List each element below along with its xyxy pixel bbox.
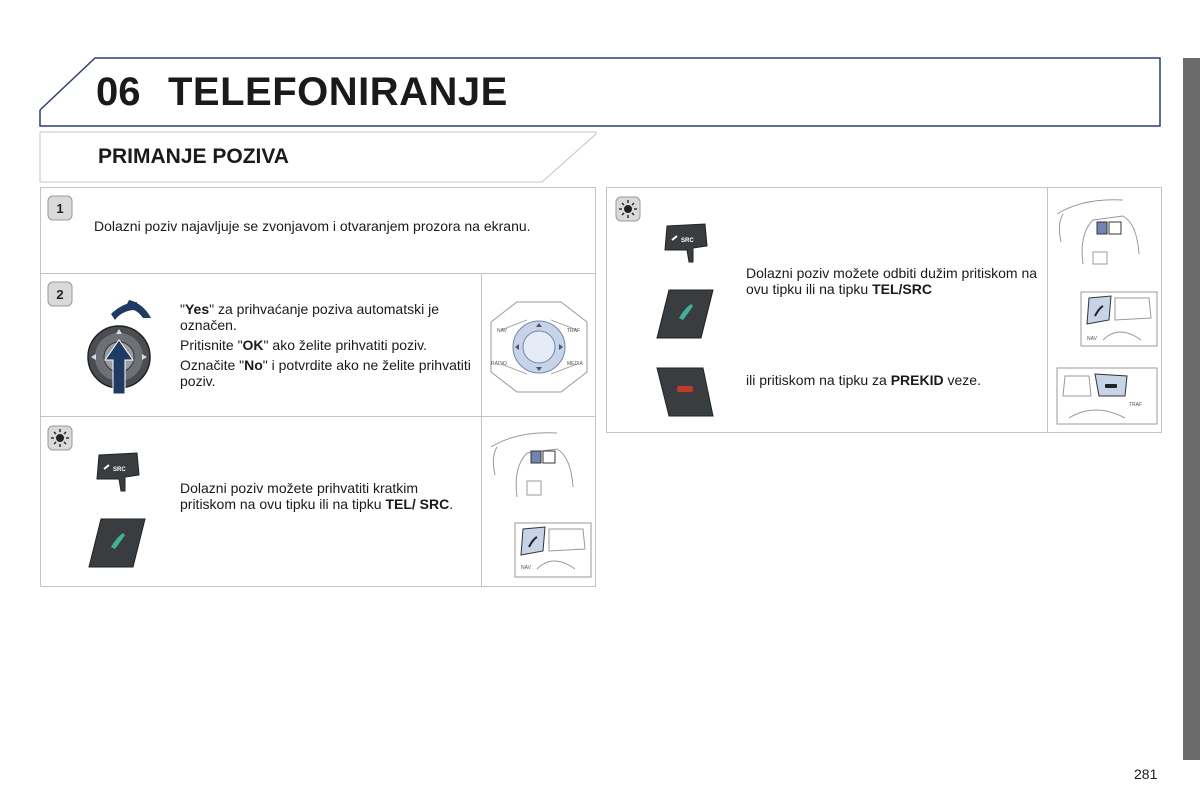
section-title: PRIMANJE POZIVA xyxy=(98,145,289,168)
tip-accept-panel xyxy=(40,416,596,587)
tel-src-button-icon xyxy=(95,451,141,493)
tel-button-closeup-illustration xyxy=(1079,288,1159,350)
page-number: 281 xyxy=(1134,766,1158,782)
panel-divider xyxy=(1047,188,1048,432)
src-label: SRC xyxy=(113,467,126,473)
step-2-badge xyxy=(47,281,73,307)
rotary-knob-illustration xyxy=(81,292,156,397)
tel-src-label: TEL/ SRC xyxy=(385,496,450,512)
radio-label: RADIO xyxy=(491,361,507,367)
tel-src-label: TEL/SRC xyxy=(872,281,932,297)
ok-label: OK xyxy=(242,337,264,353)
tip-hangup-text: ili pritiskom na tipku za PREKID veze. xyxy=(746,372,981,388)
step-1-panel xyxy=(40,187,596,274)
nav-label: NAV xyxy=(497,328,507,334)
chapter-title: TELEFONIRANJE xyxy=(168,70,508,114)
handset-red-icon xyxy=(677,386,693,392)
end-call-button-closeup-illustration xyxy=(1055,366,1159,426)
step-1-badge xyxy=(47,195,73,221)
step-2-panel xyxy=(40,273,596,417)
tip-reject-panel xyxy=(606,187,1162,433)
tel-src-button-icon xyxy=(663,222,709,264)
prekid-label: PREKID xyxy=(890,372,944,388)
panel-divider xyxy=(481,417,482,586)
no-label: No xyxy=(244,357,263,373)
tip-bulb-icon xyxy=(47,425,73,451)
traf-label: TRAF xyxy=(567,328,581,334)
yes-label: Yes xyxy=(184,301,210,317)
step-2-number: 2 xyxy=(56,287,64,302)
nav-label: NAV xyxy=(1087,336,1097,342)
end-call-button-icon xyxy=(655,366,715,418)
tip-bulb-icon xyxy=(615,196,641,222)
dial-panel-illustration xyxy=(487,292,591,402)
chapter-number: 06 xyxy=(96,70,141,114)
traf-label: TRAF xyxy=(1129,402,1143,408)
answer-call-button-icon xyxy=(655,288,715,340)
tip-reject-text: Dolazni poziv možete odbiti dužim pritiskom na ovu tipku ili na tipku TEL/SRC xyxy=(746,265,1038,297)
step-1-number: 1 xyxy=(56,201,64,216)
step-1-text: Dolazni poziv najavljuje se zvonjavom i otvaranjem prozora na ekranu. xyxy=(94,218,531,234)
steering-wheel-controls-illustration xyxy=(1053,194,1157,270)
src-label: SRC xyxy=(681,238,694,244)
panel-divider xyxy=(481,274,482,416)
answer-call-button-icon xyxy=(87,517,147,569)
step-2-text: "Yes" za prihvaćanje poziva automatski je označen. Pritisnite "OK" ako želite prihvatiti poziv. Označite "No" i potvrdite ako ne želite prihvatiti poziv. xyxy=(180,301,471,389)
tel-button-closeup-illustration xyxy=(513,519,593,581)
steering-wheel-controls-illustration xyxy=(487,427,591,503)
media-label: MEDIA xyxy=(567,361,583,367)
nav-label: NAV xyxy=(521,565,531,571)
tip-accept-text: Dolazni poziv možete prihvatiti kratkim pritiskom na ovu tipku ili na tipku TEL/ SRC. xyxy=(180,480,454,512)
